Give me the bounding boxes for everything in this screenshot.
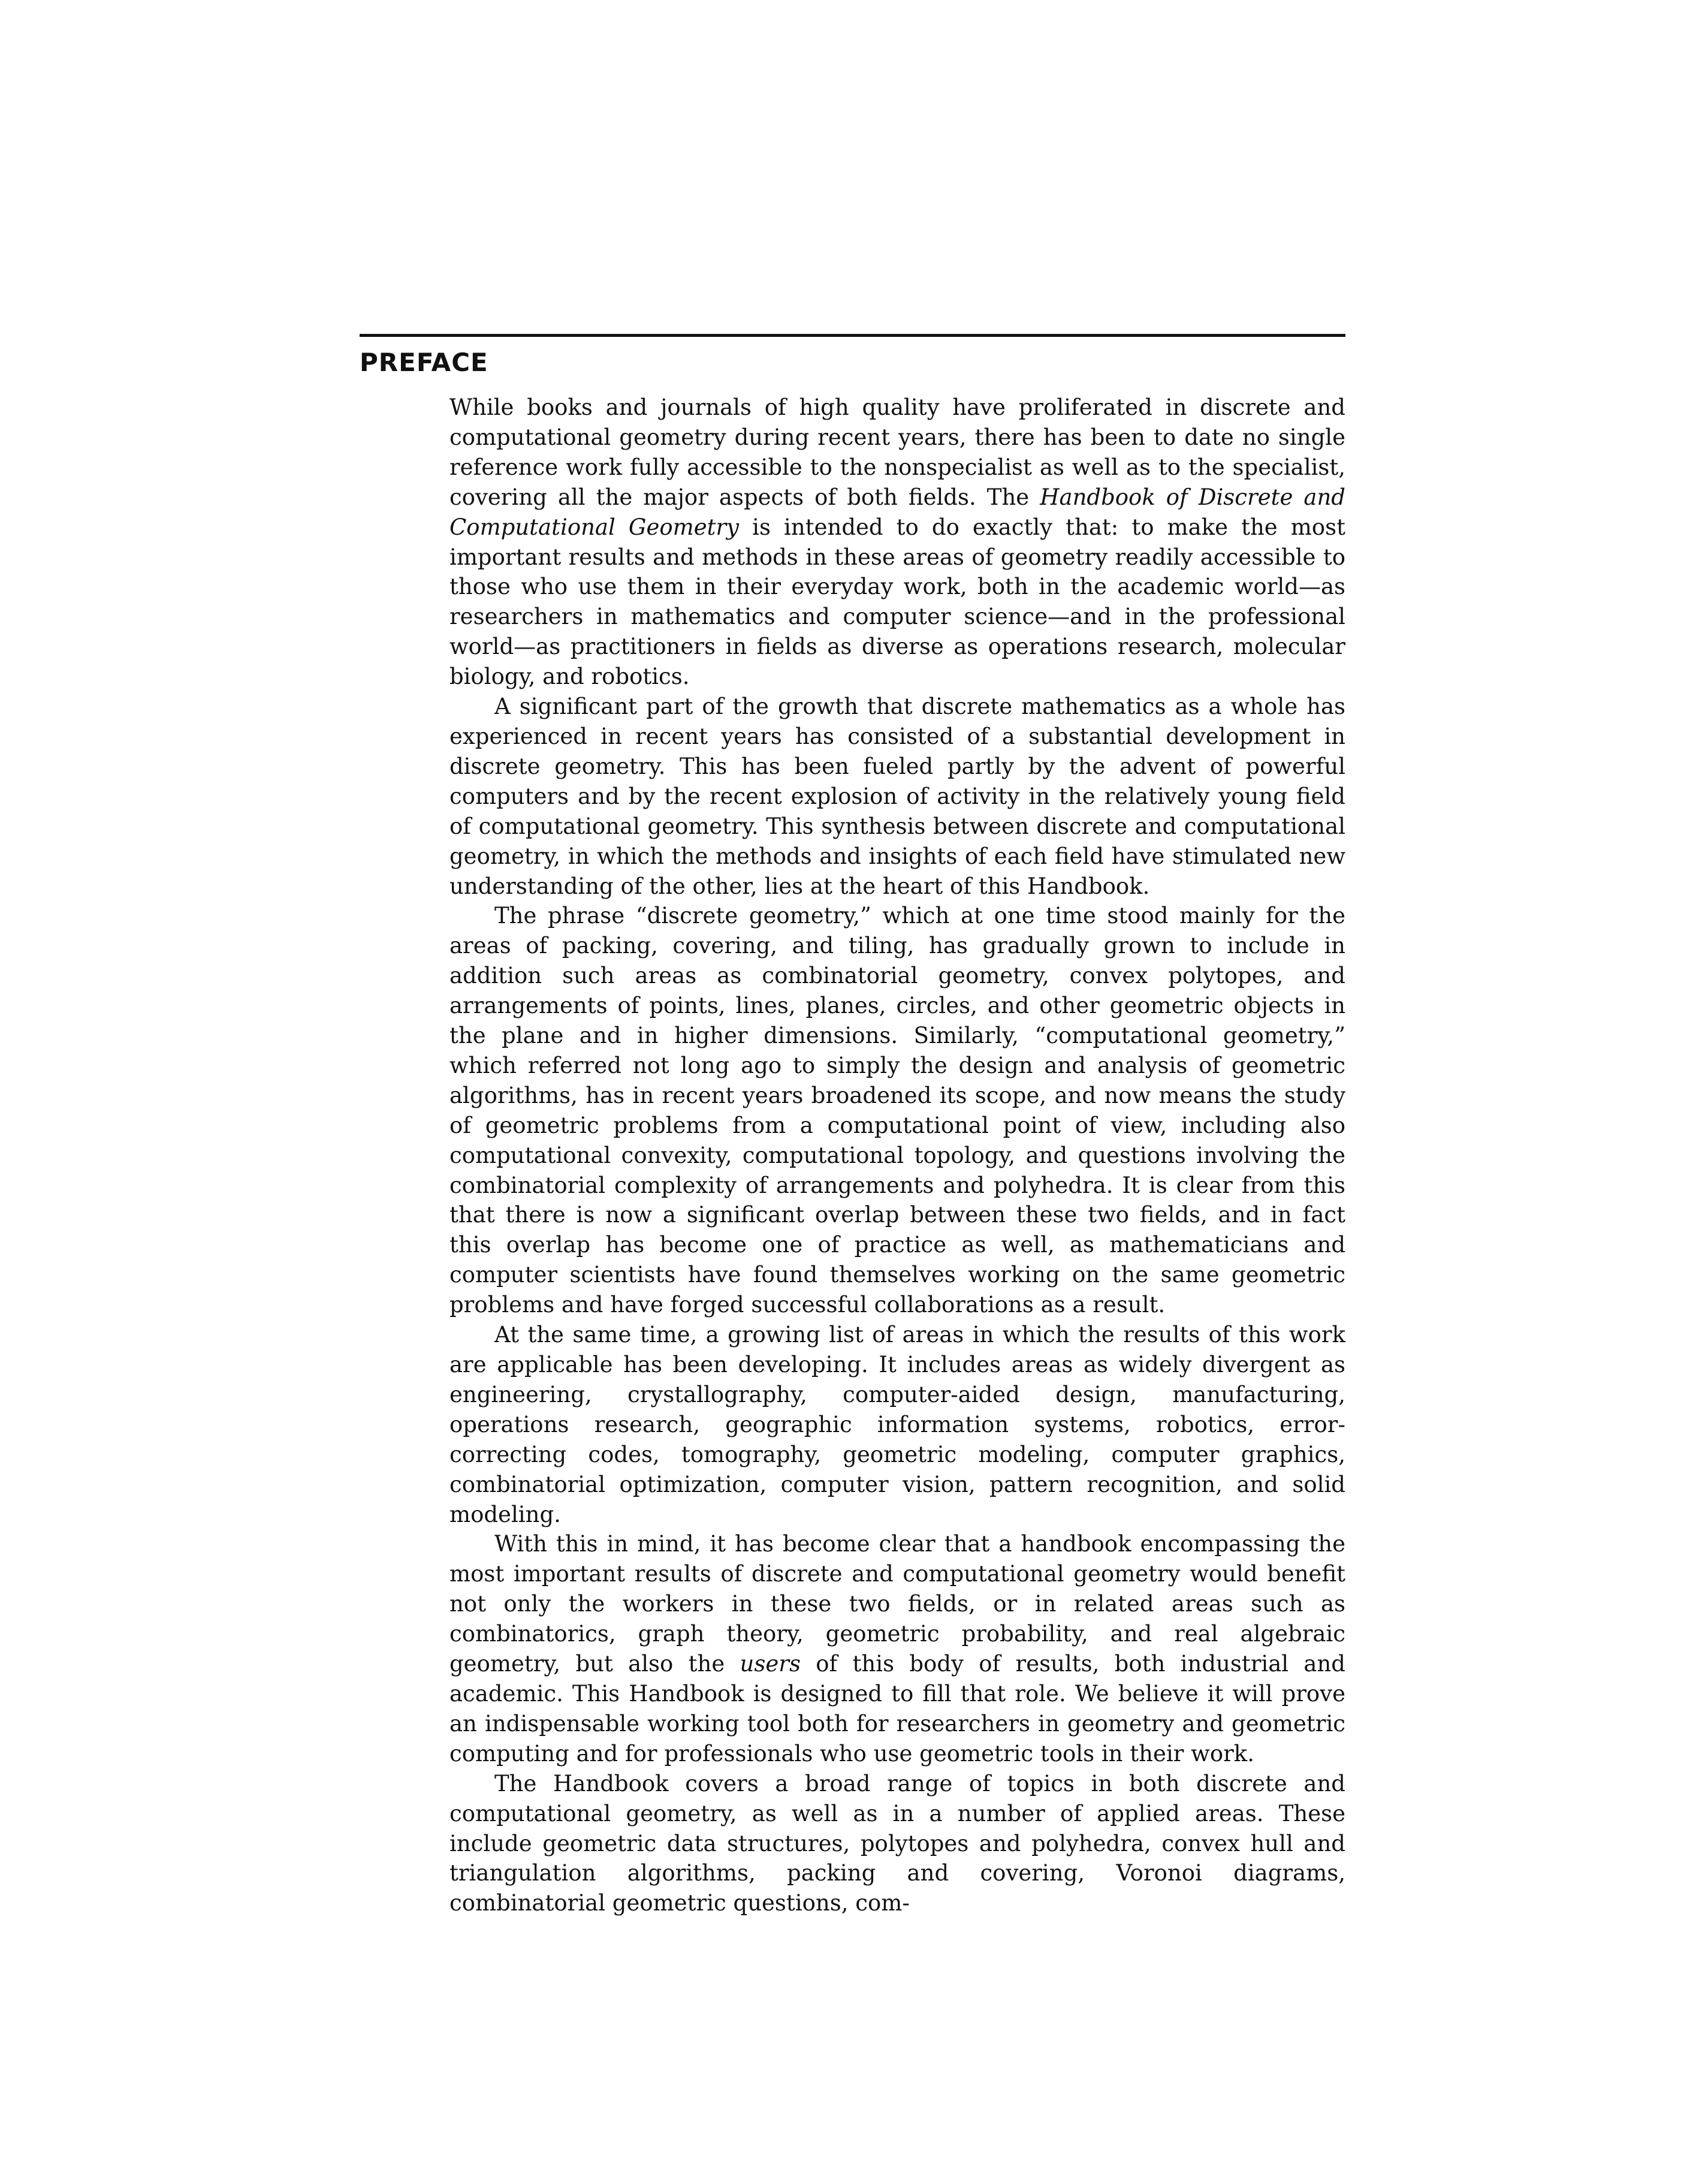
paragraph-5 xyxy=(449,1529,1345,1768)
paragraph-3: The phrase “discrete geometry,” which at one time stood mainly for the areas of packing, covering, and tiling, has gradually grown to include in addition such areas as combinatorial geometry, convex polytopes, and arrangements of points, lines, planes, circles, and other geometric objects in the plane and in higher dimensions. Similarly, “computational geometry,” which referred not long ago to simply the design and analysis of geometric algorithms, has in recent years broadened its scope, and now means the study of geometric problems from a computational point of view, including also computational convexity, computational topology, and questions involving the combinatorial complexity of arrangements and polyhedra. It is clear from this that there is now a significant overlap between these two fields, and in fact this overlap has become one of practice as well, as mathematicians and computer scientists have found themselves working on the same geometric problems and have forged successful collaborations as a result. xyxy=(449,903,1345,1318)
emphasis-text: users xyxy=(740,1651,801,1677)
preface-body xyxy=(449,393,1345,1918)
paragraph-text: is intended to do exactly that: to make the most important results and methods in these areas of geometry readily accessible to those who use them in their everyday work, both in the academic world—as researchers in mathematics and computer science—and in the professional world—as practitioners in fields as diverse as operations research, molecular biology, and robotics. xyxy=(449,514,1345,690)
book-title: Handbook of Discrete and Computational Geometry xyxy=(449,484,1345,540)
paragraph-text: With this in mind, it has become clear that a handbook encompassing the most important results of discrete and computational geometry would benefit not only the workers in these two fields, or in related areas such as combinatorics, graph theory, geometric probability, and real algebraic geometry, but also the xyxy=(449,1531,1345,1677)
paragraph-1 xyxy=(449,393,1345,692)
paragraph-4: At the same time, a growing list of areas in which the results of this work are applicable has been developing. It includes areas as widely divergent as engineering, crystallography, computer-aided design, manufacturing, operations research, geographic information systems, robotics, error-correcting codes, tomography, geometric modeling, computer graphics, combinatorial optimization, computer vision, pattern recognition, and solid modeling. xyxy=(449,1322,1345,1527)
top-rule xyxy=(360,334,1345,337)
paragraph-2: A significant part of the growth that discrete mathematics as a whole has experienced in recent years has consisted of a substantial development in discrete geometry. This has been fueled partly by the advent of powerful computers and by the recent explosion of activity in the relatively young field of computational geometry. This synthesis between discrete and computational geometry, in which the methods and insights of each field have stimulated new understanding of the other, lies at the heart of this Handbook. xyxy=(449,694,1345,899)
paragraph-text: of this body of results, both industrial and academic. This Handbook is designed to fill that role. We believe it will prove an indispensable working tool both for researchers in geometry and geometric computing and for professionals who use geometric tools in their work. xyxy=(449,1651,1345,1767)
section-heading: PREFACE xyxy=(360,348,488,377)
paragraph-6: The Handbook covers a broad range of topics in both discrete and computational geometry, as well as in a number of applied areas. These include geometric data structures, polytopes and polyhedra, convex hull and triangulation algorithms, packing and covering, Voronoi diagrams, combinatorial geometric questions, com- xyxy=(449,1770,1345,1916)
paragraph-text: While books and journals of high quality have proliferated in discrete and computational geometry during recent years, there has been to date no single reference work fully accessible to the nonspecialist as well as to the specialist, covering all the major aspects of both fields. The xyxy=(449,394,1345,510)
